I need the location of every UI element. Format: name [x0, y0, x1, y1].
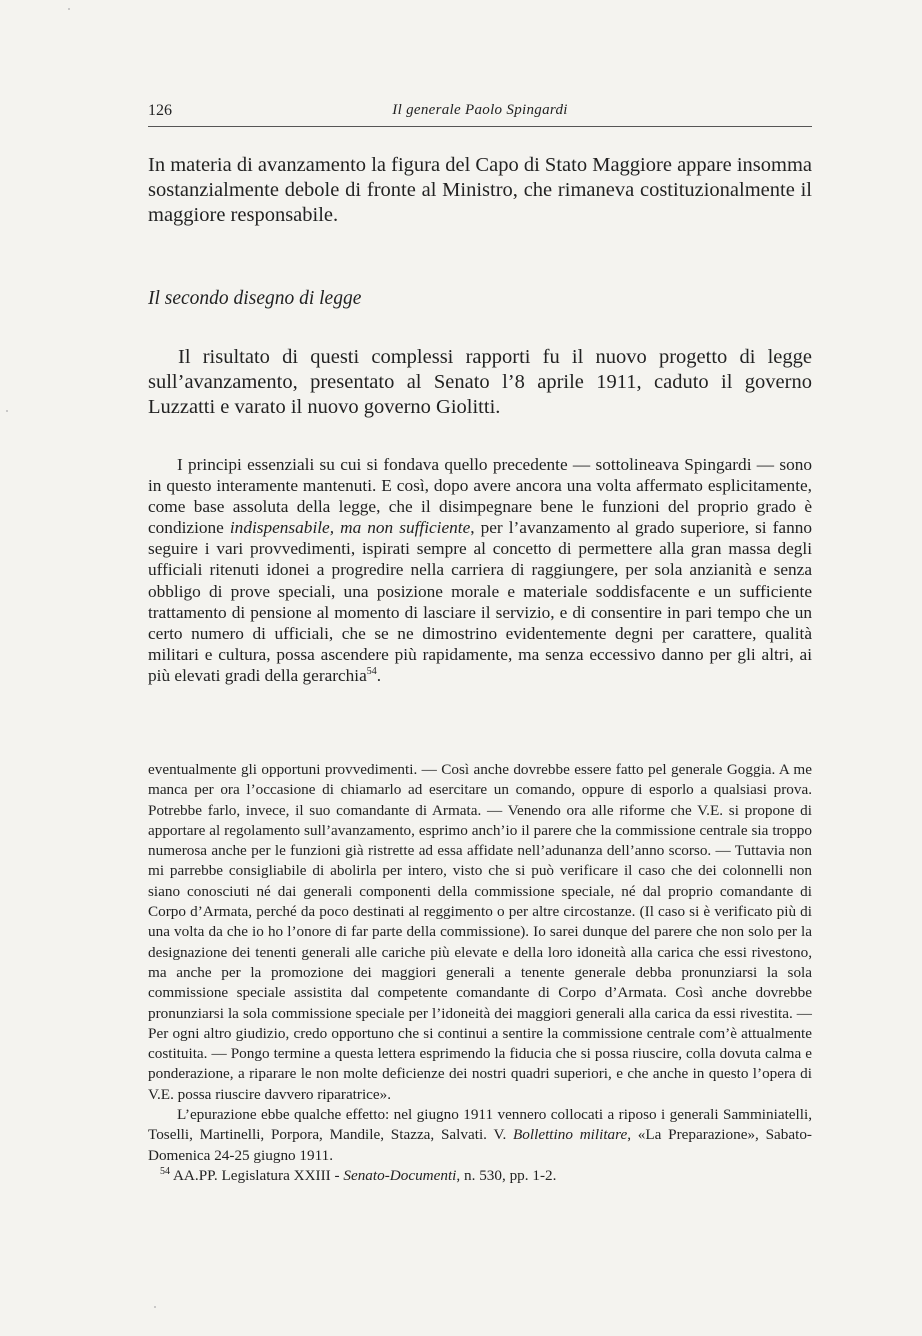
footnotes-section: [148, 760, 812, 1186]
footnote-text: AA.PP. Legislatura XXIII -: [170, 1166, 344, 1184]
paper-speck: [68, 8, 70, 10]
page-header: [148, 102, 812, 127]
footnote-54: [148, 1166, 812, 1186]
section-title: Il secondo disegno di legge: [148, 288, 362, 309]
footnote-source: Senato-Documenti: [343, 1166, 457, 1184]
footnote-continuation: eventualmente gli opportuni provvedimenti. — Così anche dovrebbe essere fatto pel generale Goggia. A me manca per ora l’occasione di chiamarlo ad esercitare un comando, oppure di esporlo a qualsiasi prova. Potrebbe farlo, invece, il suo comandante di Armata. — Venendo ora alle riforme che V.E. si propone di apportare al regolamento sull’avanzamento, esprimo anch’io il parere che la commissione centrale sia troppo numerosa anche per le funzioni già ristrette ad essa affidate nell’adunanza dell’anno scorso. — Tuttavia non mi parrebbe consigliabile di abolirla per intero, visto che si può verificare il caso che dei colonnelli non siano conosciuti né dai generali componenti della commissione speciale, né dal proprio comandante di Corpo d’Armata, perché da poco destinati al reggimento o per altre circostanze. (Il caso si è verificato più di una volta da che io ho l’onore di far parte della commissione). Io sarei dunque del parere che non solo per la designazione dei tenenti generali alle cariche più elevate e della loro idoneità alla carica che essi rivestono, ma anche per la promozione dei maggiori generali a tenente generale debba pronunziarsi la sola commissione speciale assistita dal competente comandante di Corpo d’Armata. Così anche dovrebbe pronunziarsi la sola commissione speciale per l’idoneità dei maggiori generali alla carica da essi rivestita. — Per ogni altro giudizio, credo opportuno che si continui a sentire la commissione centrale com’è attualmente costituita. — Pongo termine a questa lettera esprimendo la fiducia che si possa riuscire, colla dovuta calma e ponderazione, a riparare le non molte deficienze dei nostri quadri superiori, e che anche in questo l’opera di V.E. possa riuscire davvero riparatrice».: [148, 761, 812, 1103]
intro-paragraph: In materia di avanzamento la figura del Capo di Stato Maggiore appare insomma sostanzialmente debole di fronte al Ministro, che rimaneva costituzionalmente il maggiore responsabile.: [148, 154, 812, 226]
quote-period: .: [376, 665, 382, 685]
footnote-epurazione: [148, 1105, 812, 1166]
quote-emphasis: indispensabile, ma non sufficiente: [229, 518, 471, 538]
quote-text-start: I principi essenziali su cui si fondava quello precedente — sottolineava Spingardi — sono in questo interamente mantenuti. E così, dopo avere ancora una volta affermato esplicitamente, come base assoluta della legge, che il disimpegnare bene le funzioni del proprio grado è condizione: [148, 455, 812, 538]
running-title: Il generale Paolo Spingardi: [392, 102, 568, 118]
footnote-reference: 54: [366, 666, 377, 678]
footnote-number: 54: [160, 1165, 170, 1177]
quote-text-end: , per l’avanzamento al grado superiore, si fanno seguire i vari provvedimenti, ispirati sempre al concetto di permettere alla gran massa degli ufficiali ritenuti idonei a progredire nella carriera di raggiungere, per sola anzianità e senza obbligo di prove speciali, una posizione morale e materiale soddisfacente e un sufficiente trattamento di pensione al momento di lasciare il servizio, e di consentire in pari tempo che un certo numero di ufficiali, che se ne dimostrino evidentemente degni per carattere, qualità militari e cultura, possa ascendere più rapidamente, ma senza eccessivo danno per gli altri, ai più elevati gradi della gerarchia: [148, 518, 813, 685]
footnote-text-end: , n. 530, pp. 1-2.: [456, 1166, 557, 1184]
quoted-paragraph: [148, 454, 812, 686]
section-paragraph: Il risultato di questi complessi rapporti fu il nuovo progetto di legge sull’avanzamento, presentato al Senato l’8 aprile 1911, caduto il governo Luzzatti e varato il nuovo governo Giolitti.: [148, 346, 812, 418]
page-number: 126: [148, 102, 172, 119]
paper-speck: [154, 1306, 156, 1308]
paper-speck: [6, 410, 8, 412]
epurazione-text-end: , «La Preparazione», Sabato-Domenica 24-25 giugno 1911.: [148, 1126, 812, 1164]
epurazione-text: L’epurazione ebbe qualche effetto: nel giugno 1911 vennero collocati a riposo i generali Samminiatelli, Toselli, Martinelli, Porpora, Mandile, Stazza, Salvati. V.: [148, 1106, 812, 1144]
epurazione-source: Bollettino militare: [513, 1126, 628, 1144]
